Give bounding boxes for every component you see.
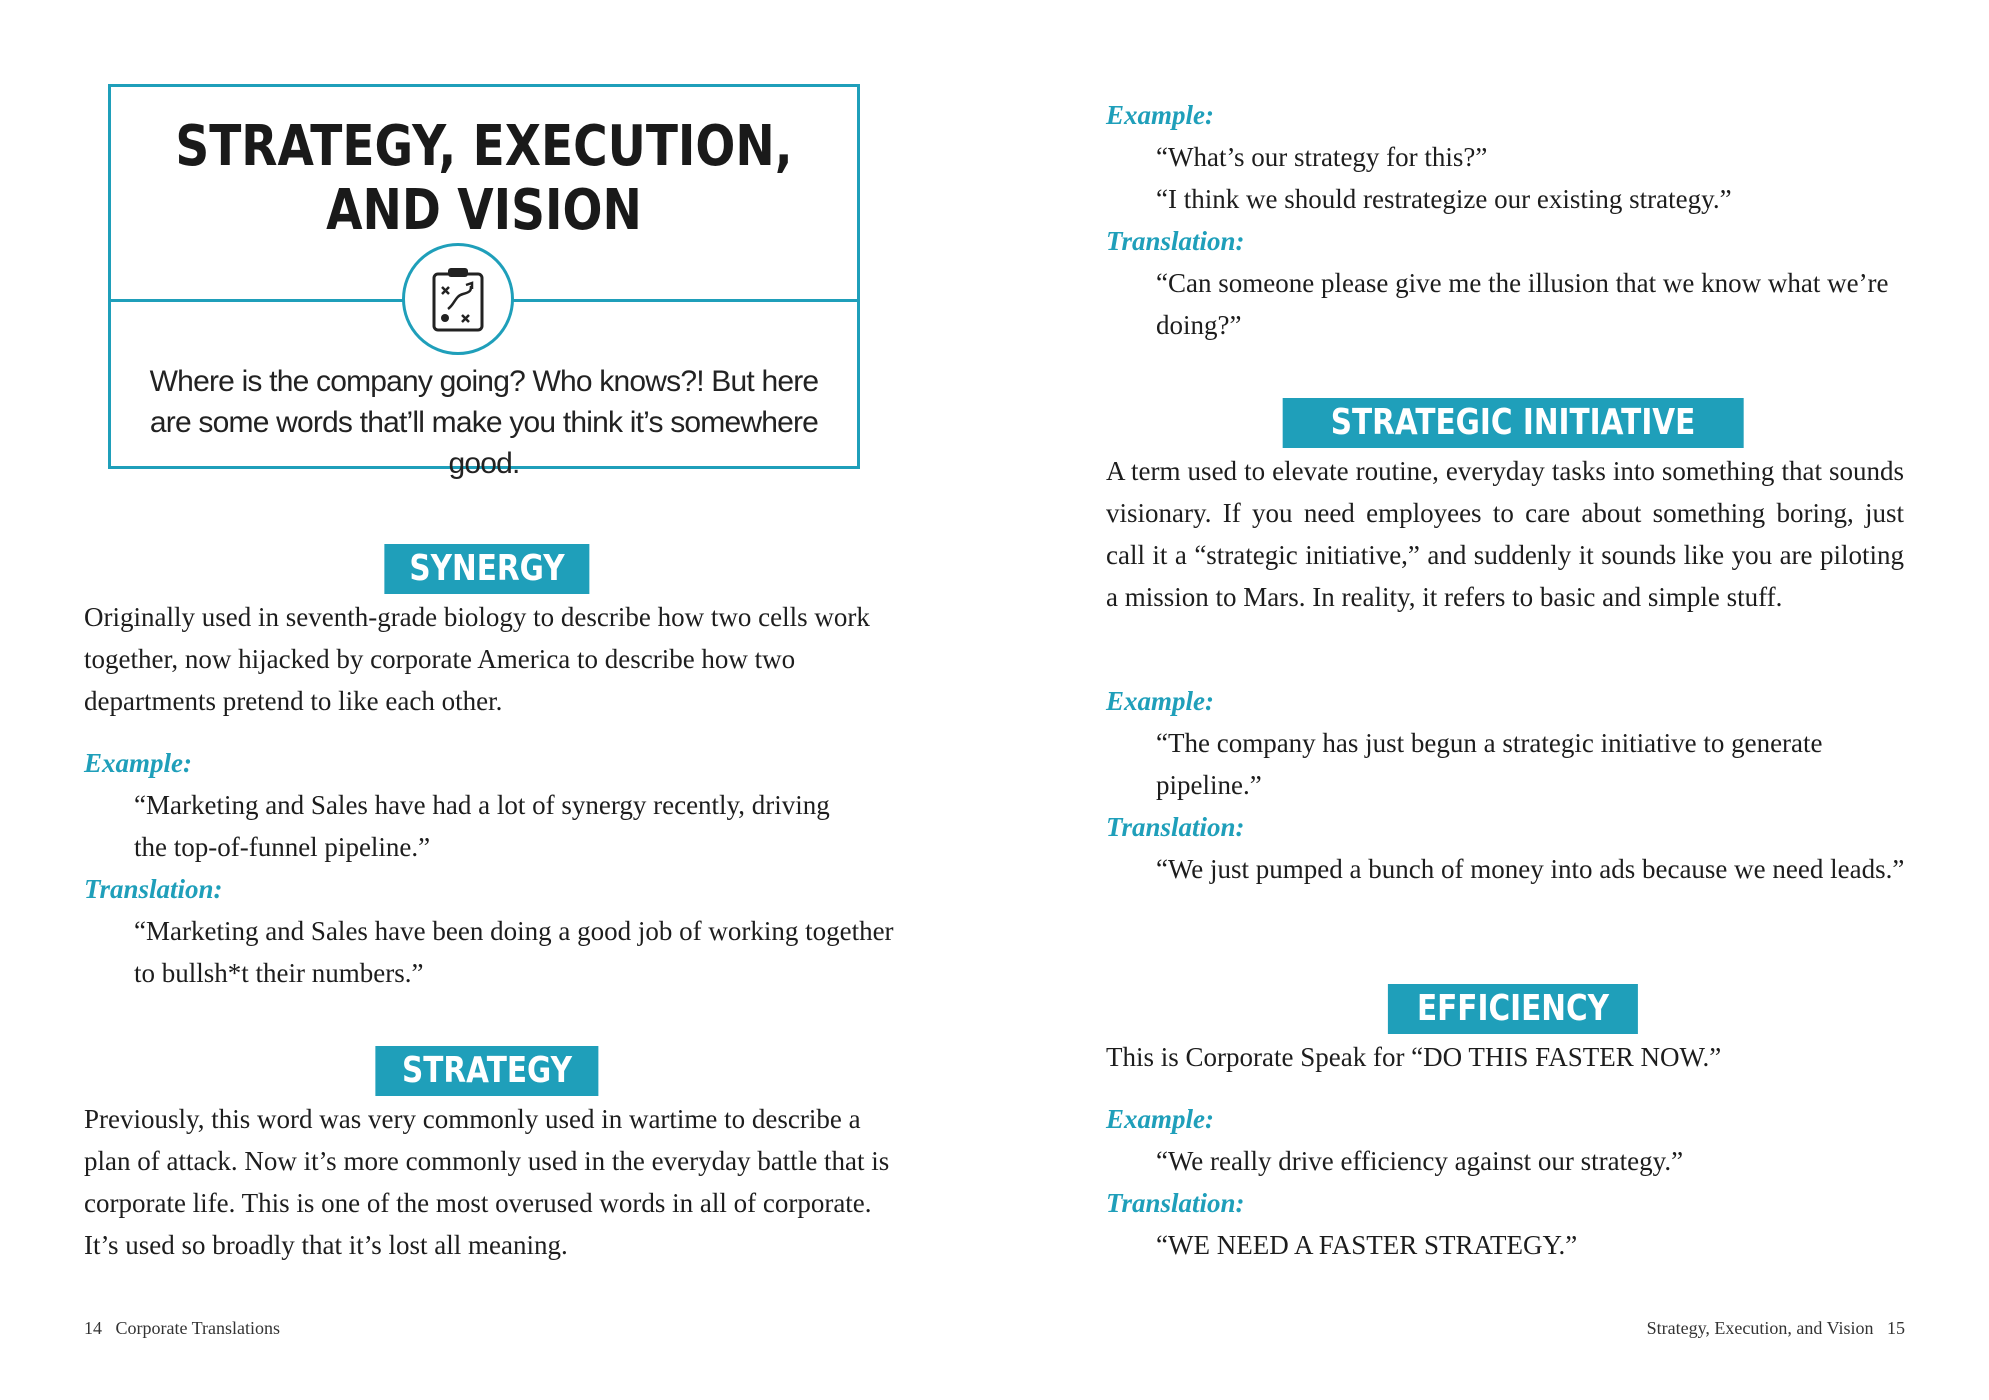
clipboard-strategy-icon: [402, 243, 514, 355]
strategic-initiative-heading: STRATEGIC INITIATIVE: [1283, 398, 1744, 448]
efficiency-translation-quote: “WE NEED A FASTER STRATEGY.”: [1156, 1230, 1578, 1260]
strategy-example-quote-1: “What’s our strategy for this?”: [1156, 142, 1488, 172]
strategic-initiative-definition: A term used to elevate routine, everyday tasks into something that sounds visionary. If you need employees to care about something boring, just call it a “strategic initiative,” and suddenly it sounds like you are piloting a mission to Mars. In reality, it refers to basic and simple stuff.: [1106, 456, 1904, 612]
right-footer: [1647, 1316, 1905, 1340]
strategic-initiative-example-quote: “The company has just begun a strategic initiative to generate pipeline.”: [1156, 728, 1823, 800]
synergy-example-quote: “Marketing and Sales have had a lot of synergy recently, driving the top-of-funnel pipeline.”: [134, 790, 830, 862]
right-footer-chapter-title: Strategy, Execution, and Vision: [1646, 1318, 1874, 1338]
left-page-number: 14: [84, 1318, 102, 1338]
synergy-translation-label: Translation:: [84, 874, 223, 904]
strategic-initiative-translation-quote: “We just pumped a bunch of money into ads because we need leads.”: [1156, 854, 1905, 884]
left-page: [0, 0, 994, 1400]
efficiency-heading: EFFICIENCY: [1388, 984, 1638, 1034]
strategy-example-label: Example:: [1106, 100, 1214, 130]
synergy-translation-quote: “Marketing and Sales have been doing a good job of working together to bullsh*t their numbers.”: [134, 916, 894, 988]
strategic-initiative-example-label: Example:: [1106, 686, 1214, 716]
left-footer: [84, 1316, 280, 1340]
strategy-translation-quote: “Can someone please give me the illusion that we know what we’re doing?”: [1156, 268, 1889, 340]
strategy-translation-label: Translation:: [1106, 226, 1245, 256]
right-page: [994, 0, 1989, 1400]
chapter-title: [171, 115, 798, 243]
chapter-title-line2: AND VISION: [326, 178, 642, 243]
efficiency-translation-label: Translation:: [1106, 1188, 1245, 1218]
chapter-intro-text: Where is the company going? Who knows?! But here are some words that’ll make you think it’s somewhere good.: [149, 365, 819, 480]
chapter-title-line1: STRATEGY, EXECUTION,: [175, 114, 793, 179]
efficiency-definition: This is Corporate Speak for “DO THIS FASTER NOW.”: [1106, 1042, 1722, 1072]
left-footer-book-title: Corporate Translations: [115, 1318, 280, 1338]
efficiency-example-quote: “We really drive efficiency against our strategy.”: [1156, 1146, 1684, 1176]
chapter-intro-box: [108, 84, 860, 480]
strategic-initiative-translation-label: Translation:: [1106, 812, 1245, 842]
right-page-number: 15: [1887, 1318, 1905, 1338]
synergy-definition: Originally used in seventh-grade biology to describe how two cells work together, now hijacked by corporate America to describe how two departments pretend to like each other.: [84, 602, 870, 716]
strategy-heading: STRATEGY: [375, 1046, 598, 1096]
clipboard-strategy-icon-graphic: [429, 266, 487, 334]
synergy-example-label: Example:: [84, 748, 192, 778]
synergy-heading: SYNERGY: [384, 544, 589, 594]
efficiency-example-label: Example:: [1106, 1104, 1214, 1134]
strategy-definition: Previously, this word was very commonly used in wartime to describe a plan of attack. Now it’s more commonly used in the everyday battle that is corporate life. This is one of the most overused words in all of corporate. It’s used so broadly that it’s lost all meaning.: [84, 1104, 890, 1260]
strategy-example-quote-2: “I think we should restrategize our existing strategy.”: [1156, 184, 1732, 214]
